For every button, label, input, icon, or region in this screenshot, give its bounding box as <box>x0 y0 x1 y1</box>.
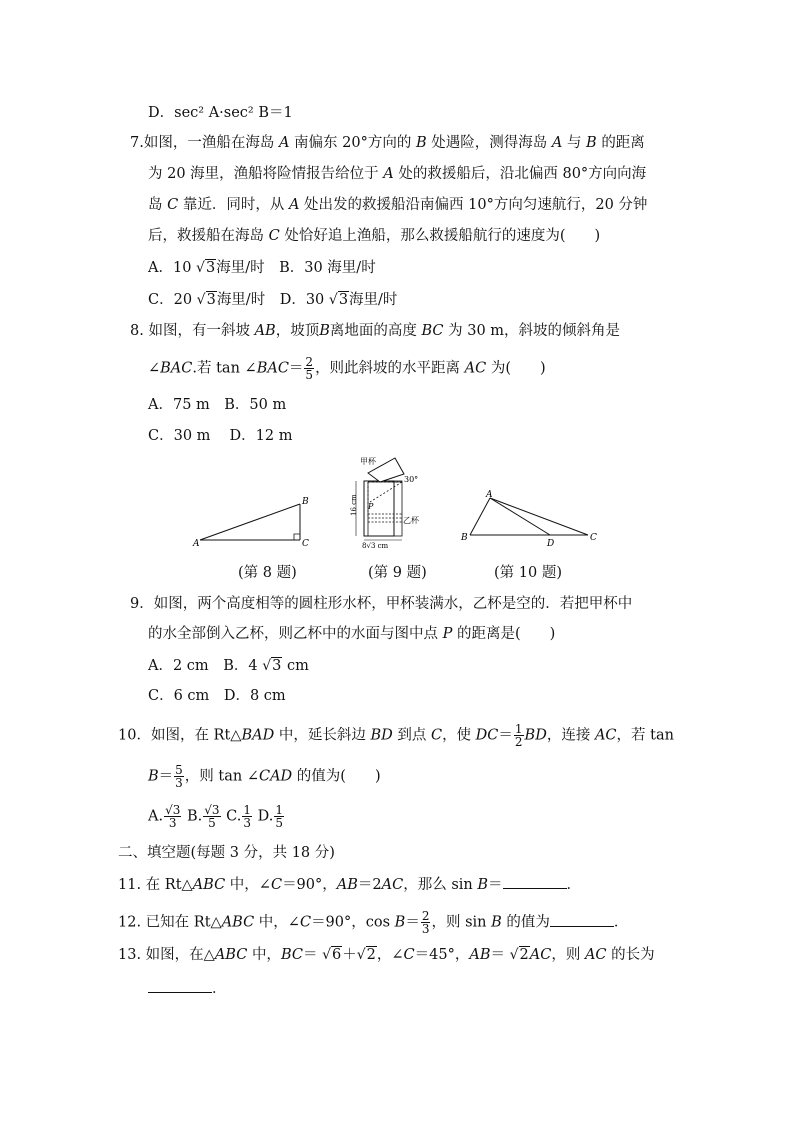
figure-10 <box>458 490 608 550</box>
fig9-label-angle: 30° <box>404 475 419 484</box>
q8-options-cd: C．30 m D．12 m <box>148 428 293 444</box>
q11-answer-blank[interactable] <box>503 874 567 889</box>
fig9-label-p: P <box>368 502 374 511</box>
q12-answer-blank[interactable] <box>550 912 614 927</box>
fig8-label-c: C <box>302 539 309 549</box>
fig8-label-a: A <box>193 539 200 549</box>
q10-line-1: 10．如图，在 Rt△BAD 中，延长斜边 BD 到点 C，使 DC＝ $\frac{1}{2}$ BD，连接 AC，若 tan <box>118 722 674 749</box>
fig8-label-b: B <box>302 497 309 507</box>
figure-8-caption: (第 8 题) <box>238 565 297 581</box>
q13-answer-blank[interactable] <box>148 978 212 993</box>
figure-10-caption: (第 10 题) <box>494 565 562 581</box>
fig9-label-jia: 甲杯 <box>360 457 376 466</box>
fig10-label-b: B <box>461 533 468 543</box>
q8-line-1: 8. 如图，有一斜坡 AB，坡顶B离地面的高度 BC 为 30 m，斜坡的倾斜角是 <box>130 323 621 339</box>
q10-options: A. $\frac{√3}{3}$ B. $\frac{√3}{5}$ C. $\frac{1}{3}$ D. $\frac{1}{5}$ <box>148 803 283 830</box>
q7-line-2: 为 20 海里，渔船将险情报告给位于 A 处的救援船后，沿北偏西 80°方向向海 <box>148 166 647 182</box>
section-2-title: 二、填空题(每题 3 分，共 18 分) <box>118 845 335 861</box>
q13-line-1: 13. 如图，在△ABC 中，BC＝ √6＋√2，∠C＝45°，AB＝ √2AC，则 AC 的长为 <box>118 947 655 963</box>
q7-line-3: 岛 C 靠近．同时，从 A 处出发的救援船沿南偏西 10°方向匀速航行，20 分钟 <box>148 197 648 213</box>
figure-9 <box>340 452 450 550</box>
q8-line-2: ∠BAC.若 tan ∠BAC＝ $\frac{2}{5}$ ，则此斜坡的水平距离 AC 为( ) <box>148 355 546 382</box>
q11: 11. 在 Rt△ABC 中，∠C＝90°，AB＝2AC，那么 sin B＝ ． <box>118 874 581 895</box>
fig10-label-d: D <box>547 539 555 549</box>
q9-options-ab: A．2 cm B．4 √3 cm <box>148 658 309 674</box>
q7-options-ab: A．10 √3海里/时 B．30 海里/时 <box>148 260 376 276</box>
q7-line-1: 7.如图，一渔船在海岛 A 南偏东 20°方向的 B 处遇险，测得海岛 A 与 B 的距离 <box>130 135 645 151</box>
q9-line-2: 的水全部倒入乙杯，则乙杯中的水面与图中点 P 的距离是( ) <box>148 626 556 642</box>
fig9-label-height: 16 cm <box>350 494 358 516</box>
fig10-label-a: A <box>486 490 493 500</box>
q13-line-2: ． <box>148 978 227 999</box>
q6-option-d: D．sec² A·sec² B＝1 <box>148 105 293 121</box>
q9-line-1: 9．如图，两个高度相等的圆柱形水杯，甲杯装满水，乙杯是空的．若把甲杯中 <box>130 596 633 612</box>
q8-options-ab: A．75 m B．50 m <box>148 397 287 413</box>
q12: 12. 已知在 Rt△ABC 中，∠C＝90°，cos B＝ $\frac{2}{3}$ ，则 sin B 的值为 ． <box>118 909 629 936</box>
figure-9-caption: (第 9 题) <box>368 565 427 581</box>
figure-8 <box>190 490 320 550</box>
q7-options-cd: C．20 √3海里/时 D．30 √3海里/时 <box>148 292 398 308</box>
q9-options-cd: C．6 cm D．8 cm <box>148 688 286 704</box>
q10-line-2: B＝ $\frac{5}{3}$ ，则 tan ∠CAD 的值为( ) <box>148 763 381 790</box>
fig9-label-yi: 乙杯 <box>403 516 419 525</box>
q7-line-4: 后，救援船在海岛 C 处恰好追上渔船，那么救援船航行的速度为( ) <box>148 228 601 244</box>
fig9-label-width: 8√3 cm <box>362 542 389 550</box>
fig10-label-c: C <box>590 533 597 543</box>
